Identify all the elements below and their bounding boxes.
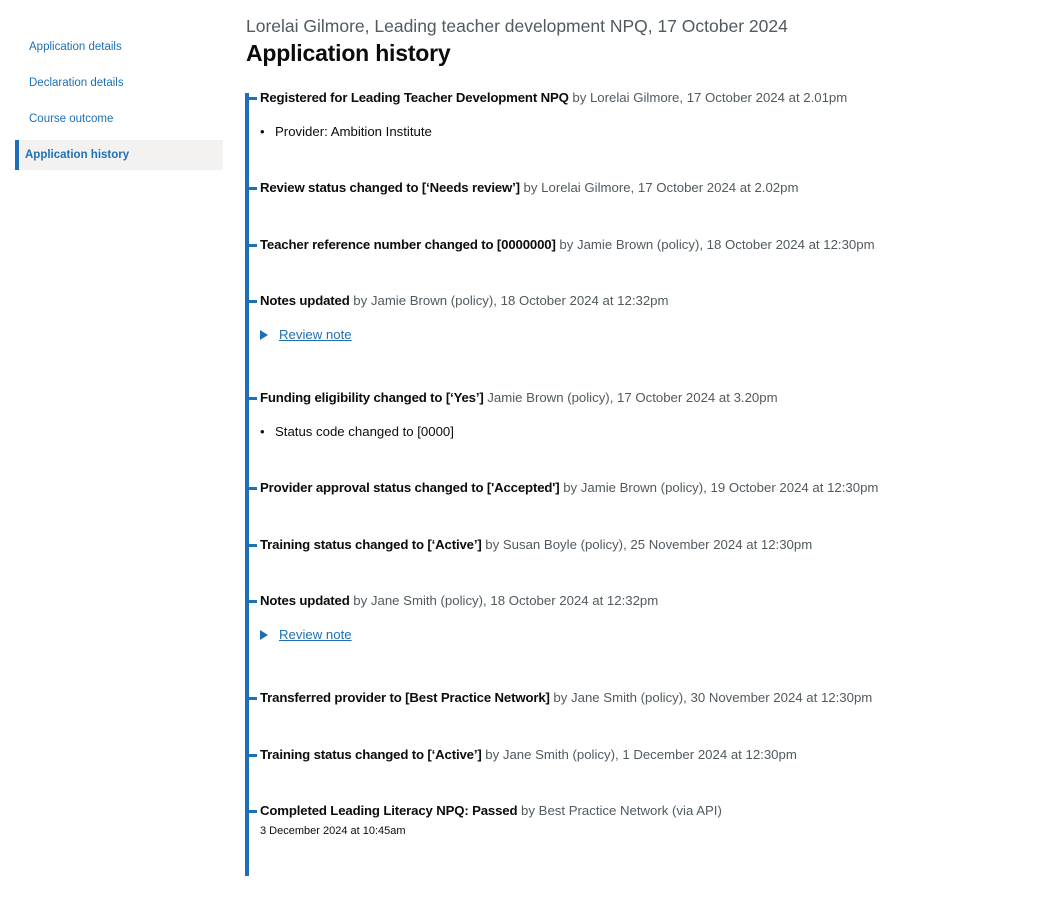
entry-heading	[260, 237, 875, 252]
timeline-tick	[245, 187, 257, 190]
timeline-tick	[245, 244, 257, 247]
entry-meta: by Susan Boyle (policy), 25 November 2024 at 12:30pm	[481, 537, 813, 552]
entry-meta: by Jane Smith (policy), 1 December 2024 at 12:30pm	[481, 747, 797, 762]
timeline-tick	[245, 810, 257, 813]
entry-heading	[260, 593, 658, 608]
caret-right-icon[interactable]	[260, 330, 268, 340]
sidebar-nav	[15, 32, 223, 176]
entry-meta: by Lorelai Gilmore, 17 October 2024 at 2.02pm	[519, 180, 799, 195]
sidebar-item-application-details[interactable]: Application details	[29, 41, 122, 53]
timeline-tick	[245, 600, 257, 603]
timeline-tick	[245, 544, 257, 547]
entry-title: Funding eligibility changed to [‘Yes’]	[260, 390, 484, 405]
entry-heading	[260, 90, 847, 105]
timeline-tick	[245, 97, 257, 100]
page-caption: Lorelai Gilmore, Leading teacher development NPQ, 17 October 2024	[246, 16, 788, 36]
entry-meta: by Jamie Brown (policy), 18 October 2024 at 12:32pm	[349, 293, 669, 308]
sidebar-item-declaration-details[interactable]: Declaration details	[29, 77, 124, 89]
timeline-tick	[245, 754, 257, 757]
entry-heading	[260, 803, 722, 818]
entry-heading	[260, 293, 669, 308]
entry-meta: by Jamie Brown (policy), 18 October 2024 at 12:30pm	[555, 237, 875, 252]
entry-meta: by Jamie Brown (policy), 19 October 2024 at 12:30pm	[559, 480, 879, 495]
timeline-tick	[245, 300, 257, 303]
timeline-tick	[245, 487, 257, 490]
entry-meta: by Jane Smith (policy), 18 October 2024 at 12:32pm	[349, 593, 659, 608]
entry-bullet: • Status code changed to [0000]	[275, 424, 454, 439]
entry-heading	[260, 180, 798, 195]
timeline-tick	[245, 697, 257, 700]
caret-right-icon[interactable]	[260, 630, 268, 640]
sidebar-item-application-history[interactable]: Application history	[15, 140, 223, 170]
entry-title: Training status changed to [‘Active’]	[260, 747, 482, 762]
review-note-details[interactable]	[260, 327, 352, 342]
entry-heading	[260, 747, 797, 762]
entry-meta: by Jane Smith (policy), 30 November 2024 at 12:30pm	[549, 690, 873, 705]
entry-heading	[260, 537, 812, 552]
timeline	[245, 90, 1045, 877]
entry-heading	[260, 390, 778, 405]
entry-meta: Jamie Brown (policy), 17 October 2024 at 3.20pm	[483, 390, 778, 405]
entry-meta: by Lorelai Gilmore, 17 October 2024 at 2.01pm	[568, 90, 848, 105]
review-note-link[interactable]: Review note	[279, 327, 352, 342]
timeline-bar	[245, 93, 249, 876]
entry-bullet: • Provider: Ambition Institute	[275, 124, 432, 139]
entry-heading	[260, 480, 878, 495]
entry-heading	[260, 690, 872, 705]
entry-title: Training status changed to [‘Active’]	[260, 537, 482, 552]
entry-date: 3 December 2024 at 10:45am	[260, 825, 406, 837]
timeline-tick	[245, 397, 257, 400]
page-title: Application history	[246, 40, 451, 66]
entry-title: Notes updated	[260, 293, 350, 308]
entry-title: Registered for Leading Teacher Development NPQ	[260, 90, 569, 105]
entry-title: Transferred provider to [Best Practice Network]	[260, 690, 550, 705]
review-note-details[interactable]	[260, 627, 352, 642]
entry-title: Provider approval status changed to ['Accepted']	[260, 480, 560, 495]
entry-title: Notes updated	[260, 593, 350, 608]
entry-title: Completed Leading Literacy NPQ: Passed	[260, 803, 518, 818]
entry-title: Review status changed to [‘Needs review’]	[260, 180, 520, 195]
entry-title: Teacher reference number changed to [0000000]	[260, 237, 556, 252]
entry-meta: by Best Practice Network (via API)	[517, 803, 722, 818]
sidebar-item-course-outcome[interactable]: Course outcome	[29, 113, 114, 125]
review-note-link[interactable]: Review note	[279, 627, 352, 642]
